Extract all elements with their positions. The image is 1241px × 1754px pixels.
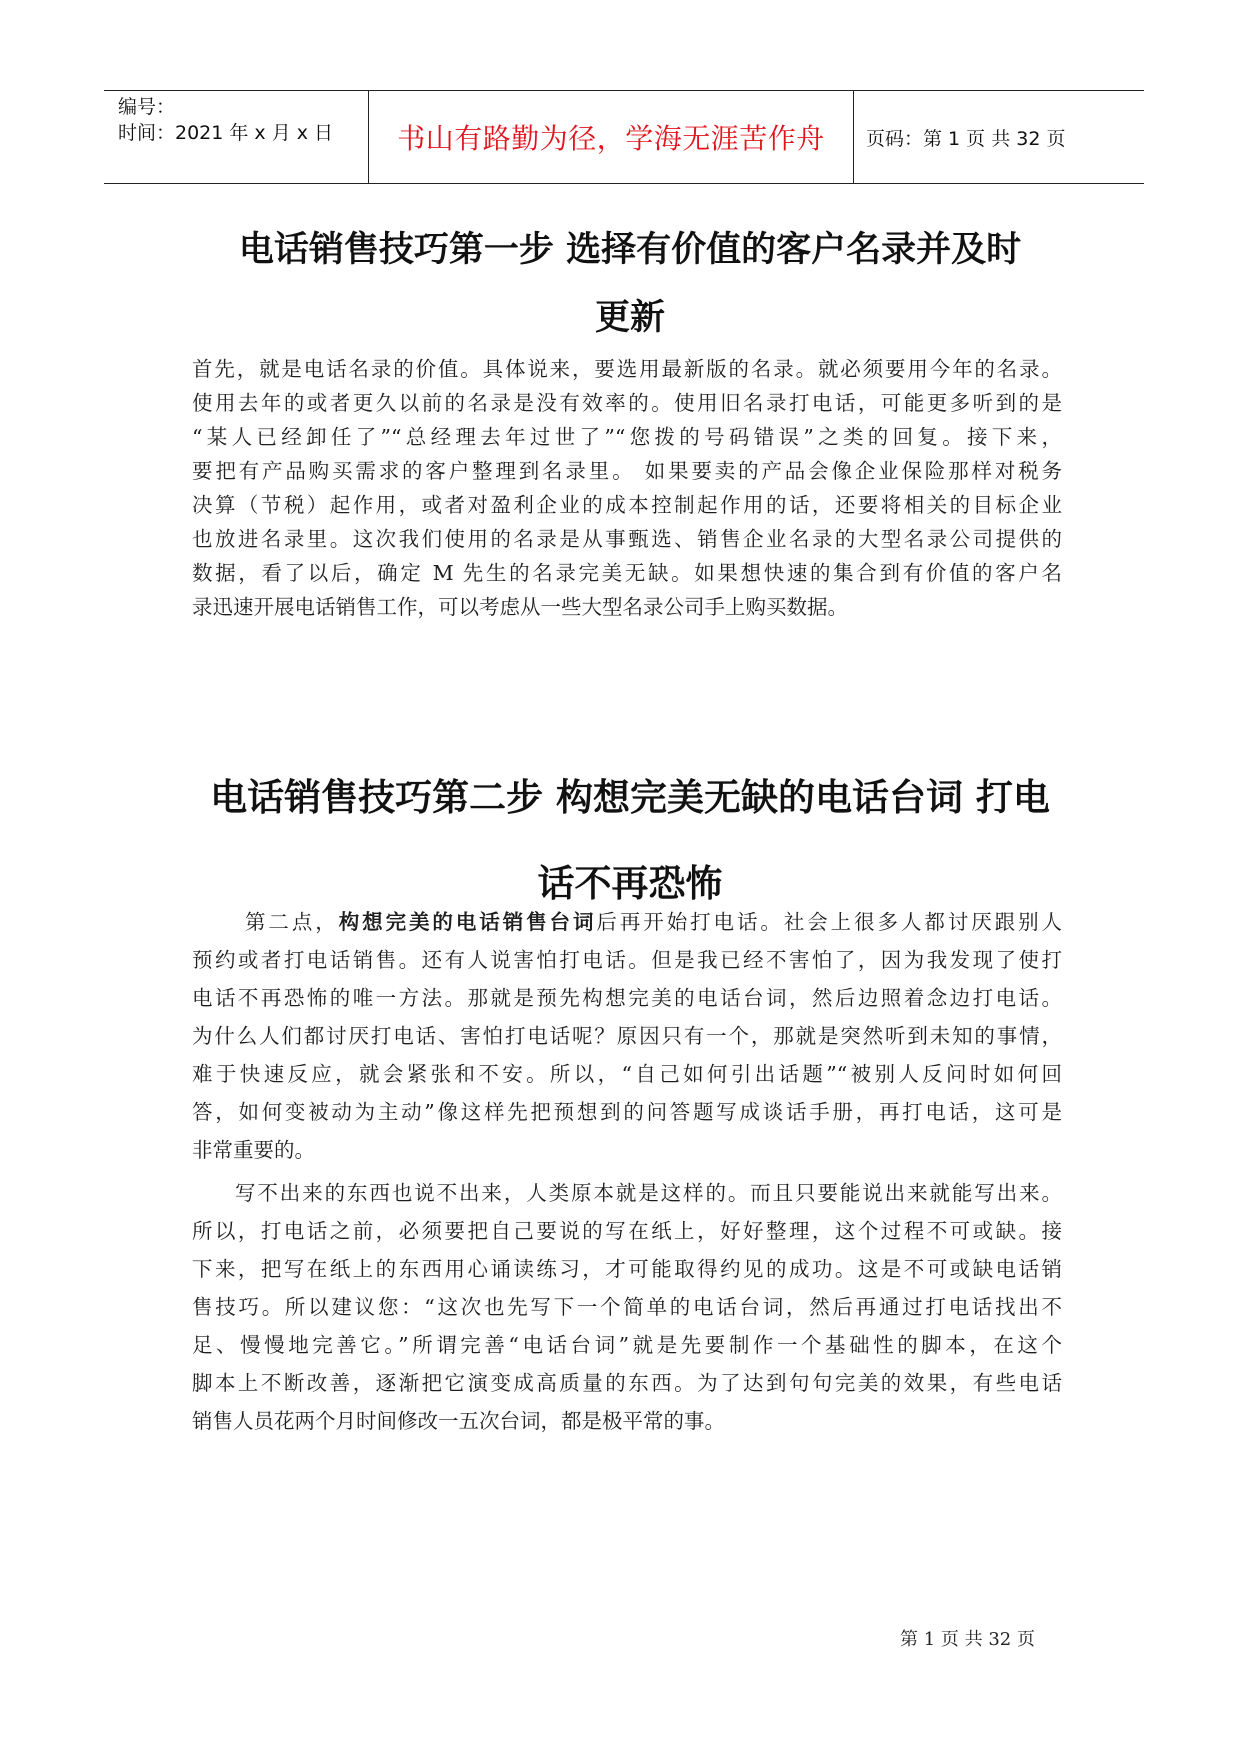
paragraph-line: 答，如何变被动为主动”像这样先把预想到的问答题写成谈话手册，再打电话，这可是 <box>192 1100 1062 1124</box>
paragraph-line: 非常重要的。 <box>192 1138 315 1162</box>
paragraph-line: “某人已经卸任了”“总经理去年过世了”“您拨的号码错误”之类的回复。接下来， <box>192 425 1062 449</box>
section2-title-line1: 电话销售技巧第二步 构想完美无缺的电话台词 打电 <box>210 776 1050 819</box>
paragraph-line: 所以，打电话之前，必须要把自己要说的写在纸上，好好整理，这个过程不可或缺。接 <box>192 1219 1062 1243</box>
paragraph-line: 录迅速开展电话销售工作，可以考虑从一些大型名录公司手上购买数据。 <box>192 595 848 619</box>
header-motto-cell <box>369 91 854 183</box>
paragraph-line: 售技巧。所以建议您：“这次也先写下一个简单的电话台词，然后再通过打电话找出不 <box>192 1295 1062 1319</box>
paragraph-line: 也放进名录里。这次我们使用的名录是从事甄选、销售企业名录的大型名录公司提供的 <box>192 527 1062 551</box>
paragraph-line: 脚本上不断改善，逐渐把它演变成高质量的东西。为了达到句句完美的效果，有些电话 <box>192 1371 1062 1395</box>
paragraph-line: 下来，把写在纸上的东西用心诵读练习，才可能取得约见的成功。这是不可或缺电话销 <box>192 1257 1062 1281</box>
paragraph-line: 预约或者打电话销售。还有人说害怕打电话。但是我已经不害怕了，因为我发现了使打 <box>192 948 1062 972</box>
paragraph-line: 决算（节税）起作用，或者对盈利企业的成本控制起作用的话，还要将相关的目标企业 <box>192 493 1062 517</box>
paragraph-line: 难于快速反应，就会紧张和不安。所以，“自己如何引出话题”“被别人反问时如何回 <box>192 1062 1062 1086</box>
header-page-label: 页码：第 1 页 共 32 页 <box>866 127 1066 150</box>
paragraph-line: 使用去年的或者更久以前的名录是没有效率的。使用旧名录打电话，可能更多听到的是 <box>192 391 1062 415</box>
paragraph-line: 电话不再恐怖的唯一方法。那就是预先构想完美的电话台词，然后边照着念边打电话。 <box>192 986 1062 1010</box>
section1-title-line2: 更新 <box>594 298 665 338</box>
emphasized-phrase: 构想完美的电话销售台词 <box>338 910 597 934</box>
section2-title-line2: 话不再恐怖 <box>537 862 723 905</box>
paragraph-line: 销售人员花两个月时间修改一五次台词，都是极平常的事。 <box>192 1409 725 1433</box>
paragraph-line: 数据，看了以后，确定 M 先生的名录完美无缺。如果想快速的集合到有价值的客户名 <box>192 561 1062 585</box>
paragraph-suffix: 后再开始打电话。社会上很多人都讨厌跟别人 <box>596 910 1063 934</box>
header-motto: 书山有路勤为径，学海无涯苦作舟 <box>397 122 825 155</box>
page-footer: 第 1 页 共 32 页 <box>900 1629 1035 1650</box>
paragraph-line: 首先，就是电话名录的价值。具体说来，要选用最新版的名录。就必须要用今年的名录。 <box>192 357 1062 381</box>
document-header <box>104 90 1144 184</box>
paragraph-line <box>245 907 1062 937</box>
paragraph-line: 要把有产品购买需求的客户整理到名录里。 如果要卖的产品会像企业保险那样对税务 <box>192 459 1062 483</box>
paragraph-line: 为什么人们都讨厌打电话、害怕打电话呢？原因只有一个，那就是突然听到未知的事情， <box>192 1024 1062 1048</box>
document-time-label: 时间：2021 年 x 月 x 日 <box>118 122 334 144</box>
paragraph-prefix: 第二点， <box>245 910 339 934</box>
section1-title-line1: 电话销售技巧第一步 选择有价值的客户名录并及时 <box>238 230 1022 270</box>
header-page-cell <box>854 91 1144 183</box>
paragraph-line: 足、慢慢地完善它。”所谓完善“电话台词”就是先要制作一个基础性的脚本，在这个 <box>192 1333 1062 1357</box>
document-number-label: 编号： <box>118 96 176 118</box>
paragraph-line: 写不出来的东西也说不出来，人类原本就是这样的。而且只要能说出来就能写出来。 <box>235 1181 1062 1205</box>
header-meta-cell <box>104 91 369 183</box>
